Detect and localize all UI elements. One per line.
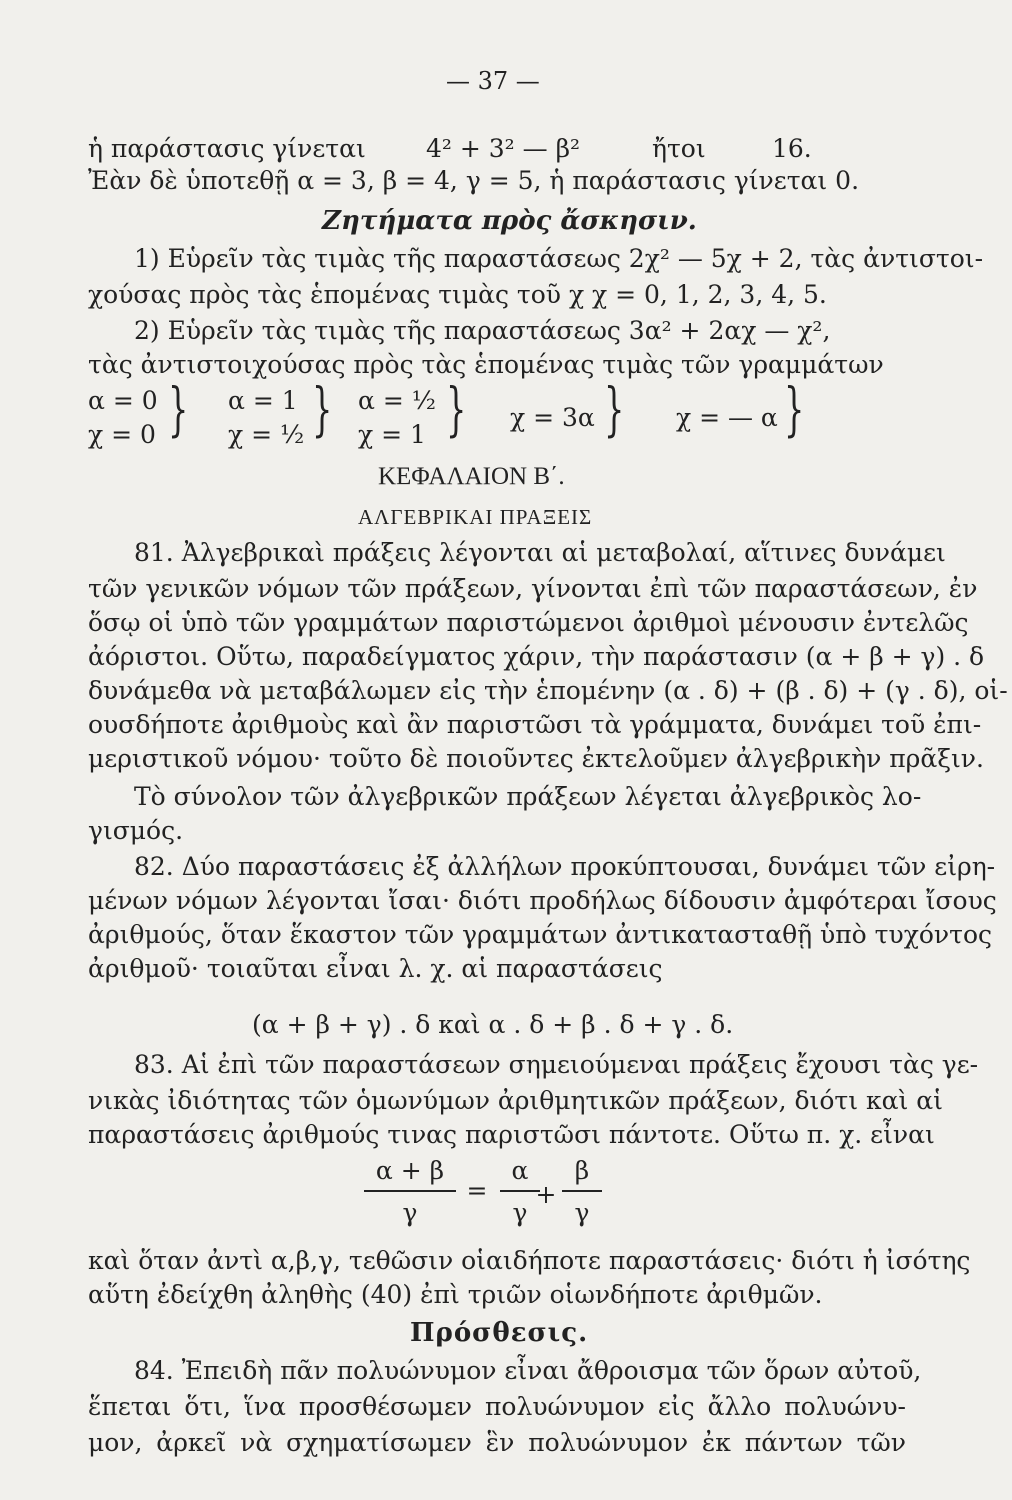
- group-4: χ = 3α: [510, 403, 595, 432]
- fraction-equals: =: [466, 1176, 488, 1205]
- exercise-1-line-2: χούσας πρὸς τὰς ἑπομένας τιμὰς τοῦ χ χ = 0, 1, 2, 3, 4, 5.: [88, 280, 827, 309]
- p81b-line-2: γισμός.: [88, 816, 184, 845]
- p81-line-6: ουσδήποτε ἀριθμοὺς καὶ ἂν παριστῶσι τὰ γράμματα, δυνάμει τοῦ ἐπι-: [88, 710, 982, 739]
- p81b-line-1: Τὸ σύνολον τῶν ἀλγεβρικῶν πράξεων λέγεται ἀλγεβρικὸς λο-: [134, 782, 922, 811]
- p81-line-2: τῶν γενικῶν νόμων τῶν πράξεων, γίνονται ἐπὶ τῶν παραστάσεων, ἐν: [88, 574, 978, 603]
- group-1-bottom: χ = 0: [88, 420, 156, 449]
- p83b-line-2: αὕτη ἐδείχθη ἀληθὴς (40) ἐπὶ τριῶν οἱωνδήποτε ἀριθμῶν.: [88, 1280, 823, 1309]
- p81-line-3: ὅσῳ οἱ ὑπὸ τῶν γραμμάτων παριστώμενοι ἀριθμοὶ μένουσιν ἐντελῶς: [88, 608, 969, 637]
- p84-line-1: 84. Ἐπειδὴ πᾶν πολυώνυμον εἶναι ἄθροισμα τῶν ὅρων αὐτοῦ,: [134, 1356, 922, 1385]
- p83-line-1: 83. Αἱ ἐπὶ τῶν παραστάσεων σημειούμεναι πράξεις ἔχουσι τὰς γε-: [134, 1050, 979, 1079]
- brace-2: }: [312, 375, 333, 443]
- page-number: — 37 —: [446, 67, 540, 95]
- fraction-r2-numerator: β: [574, 1156, 590, 1185]
- p81-line-7: μεριστικοῦ νόμου· τοῦτο δὲ ποιοῦντες ἐκτελοῦμεν ἀλγεβρικὴν πρᾶξιν.: [88, 744, 984, 773]
- fraction-r1-numerator: α: [511, 1156, 529, 1185]
- p83-line-2: νικὰς ἰδιότητας τῶν ὁμωνύμων ἀριθμητικῶν πράξεων, διότι καὶ αἱ: [88, 1086, 943, 1115]
- exercise-1-line-1: 1) Εὑρεῖν τὰς τιμὰς τῆς παραστάσεως 2χ² — 5χ + 2, τὰς ἀντιστοι-: [134, 244, 984, 273]
- p81-line-4: ἀόριστοι. Οὕτω, παραδείγματος χάριν, τὴν παράστασιν (α + β + γ) . δ: [88, 642, 985, 671]
- fraction-r2-bar: [562, 1190, 602, 1192]
- fraction-lhs-bar: [364, 1190, 456, 1192]
- group-5: χ = — α: [676, 403, 778, 432]
- fraction-plus: +: [535, 1180, 557, 1209]
- fraction-r1-denominator: γ: [512, 1198, 528, 1227]
- top-line-1-expr: 4² + 3² — β²: [426, 134, 581, 163]
- group-1-top: α = 0: [88, 386, 158, 415]
- p81-line-5: δυνάμεθα νὰ μεταβάλωμεν εἰς τὴν ἑπομένην (α . δ) + (β . δ) + (γ . δ), οἱ-: [88, 676, 1008, 705]
- brace-1: }: [168, 375, 189, 443]
- fraction-lhs-denominator: γ: [402, 1198, 418, 1227]
- p83-line-3: παραστάσεις ἀριθμούς τινας παριστῶσι πάντοτε. Οὕτω π. χ. εἶναι: [88, 1120, 935, 1149]
- p84-line-3: μον, ἀρκεῖ νὰ σχηματίσωμεν ἓν πολυώνυμον ἐκ πάντων τῶν: [88, 1428, 906, 1457]
- brace-3: }: [446, 375, 467, 443]
- chapter-subtitle: ΑΛΓΕΒΡΙΚΑΙ ΠΡΑΞΕΙΣ: [358, 505, 593, 529]
- group-3-top: α = ½: [358, 386, 436, 415]
- top-line-1-prefix: ἡ παράστασις γίνεται: [88, 134, 366, 163]
- brace-4: }: [604, 375, 625, 443]
- exercise-2-line-2: τὰς ἀντιστοιχούσας πρὸς τὰς ἑπομένας τιμὰς τῶν γραμμάτων: [88, 350, 884, 379]
- p81-line-1: 81. Ἀλγεβρικαὶ πράξεις λέγονται αἱ μεταβολαί, αἵτινες δυνάμει: [134, 538, 946, 567]
- fraction-lhs-numerator: α + β: [375, 1156, 445, 1185]
- group-3-bottom: χ = 1: [358, 420, 426, 449]
- brace-5: }: [784, 375, 805, 443]
- p82-line-3: ἀριθμούς, ὅταν ἕκαστον τῶν γραμμάτων ἀντικατασταθῇ ὑπὸ τυχόντος: [88, 920, 992, 949]
- exercise-2-line-1: 2) Εὑρεῖν τὰς τιμὰς τῆς παραστάσεως 3α² + 2αχ — χ²,: [134, 316, 831, 345]
- p82-line-4: ἀριθμοῦ· τοιαῦται εἶναι λ. χ. αἱ παραστάσεις: [88, 954, 663, 983]
- p83b-line-1: καὶ ὅταν ἀντὶ α,β,γ, τεθῶσιν οἱαιδήποτε παραστάσεις· διότι ἡ ἰσότης: [88, 1246, 971, 1275]
- top-line-1-mid: ἤτοι: [652, 134, 706, 163]
- group-2-top: α = 1: [228, 386, 298, 415]
- p82-line-2: μένων νόμων λέγονται ἴσαι· διότι προδήλως δίδουσιν ἀμφότεραι ἴσους: [88, 886, 997, 915]
- chapter-title: ΚΕΦΑΛΑΙΟΝ Β΄.: [378, 463, 565, 490]
- fraction-r2-denominator: γ: [574, 1198, 590, 1227]
- group-2-bottom: χ = ½: [228, 420, 305, 449]
- p82-formula: (α + β + γ) . δ καὶ α . δ + β . δ + γ . δ.: [252, 1010, 734, 1039]
- p84-line-2: ἕπεται ὅτι, ἵνα προσθέσωμεν πολυώνυμον εἰς ἄλλο πολυώνυ-: [88, 1392, 906, 1421]
- top-line-1-result: 16.: [772, 134, 812, 163]
- top-line-2: Ἐὰν δὲ ὑποτεθῇ α = 3, β = 4, γ = 5, ἡ παράστασις γίνεται 0.: [88, 166, 860, 195]
- addition-heading: Πρόσθεσις.: [410, 1318, 589, 1348]
- p82-line-1: 82. Δύο παραστάσεις ἐξ ἀλλήλων προκύπτουσαι, δυνάμει τῶν εἰρη-: [134, 852, 996, 881]
- exercises-heading: Ζητήματα πρὸς ἄσκησιν.: [322, 206, 697, 236]
